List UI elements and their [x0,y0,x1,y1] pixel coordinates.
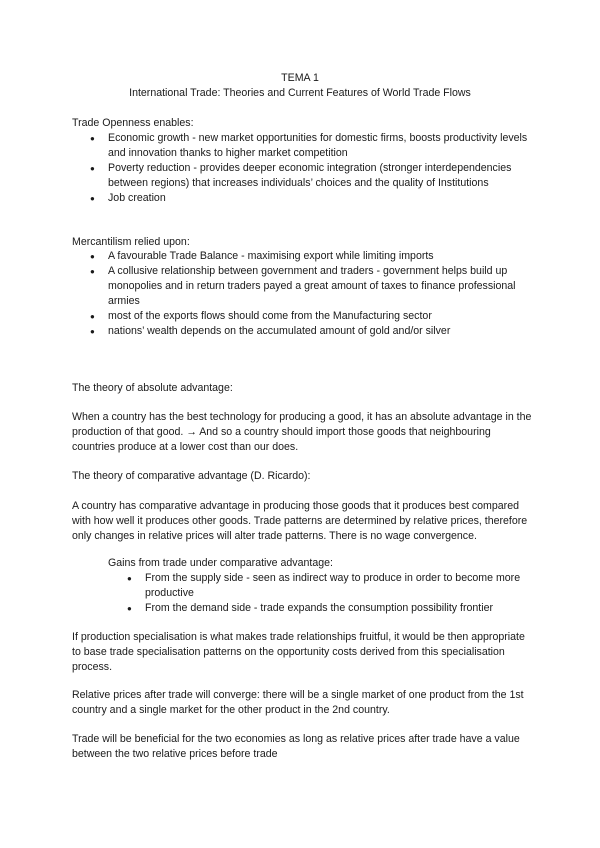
mercantilism-heading: Mercantilism relied upon: [72,236,190,248]
list-item: ● From the supply side - seen as indirect way to produce in order to become more productive [127,571,522,601]
gains-heading: Gains from trade under comparative advantage: [108,557,333,569]
absolute-advantage-text: When a country has the best technology for producing a good, it has an absolute advantage in the production of that good. → And so a country should import those goods that neighbouring countries produce at a lower cost than our does. [72,411,532,453]
page-subtitle: International Trade: Theories and Current Features of World Trade Flows [129,87,471,99]
list-item: ● A favourable Trade Balance - maximising export while limiting imports [90,249,540,264]
absolute-advantage-heading: The theory of absolute advantage: [72,382,233,394]
list-item: ● nations’ wealth depends on the accumulated amount of gold and/or silver [90,324,540,339]
list-item: ● Economic growth - new market opportunities for domestic firms, boosts productivity levels and innovation thanks to higher market competition [90,131,530,161]
trade-openness-list [90,131,530,206]
trade-openness-heading: Trade Openness enables: [72,117,194,129]
comparative-advantage-heading: The theory of comparative advantage (D. Ricardo): [72,470,311,482]
relative-prices-paragraph: Relative prices after trade will converge: there will be a single market of one product from the 1st country and a single market for the other product in the 2nd country. [72,689,524,716]
mercantilism-list [90,249,540,339]
list-item: ● Poverty reduction - provides deeper economic integration (stronger interdependencies between regions) that increases individuals’ choices and the quality of Institutions [90,161,530,191]
beneficial-trade-paragraph: Trade will be beneficial for the two economies as long as relative prices after trade have a value between the two relative prices before trade [72,733,520,760]
gains-list [127,571,522,616]
list-item: ● most of the exports flows should come from the Manufacturing sector [90,309,540,324]
list-item: ● Job creation [90,191,530,206]
comparative-advantage-text: A country has comparative advantage in producing those goods that it produces best compared with how well it produces other goods. Trade patterns are determined by relative prices, therefore only changes in relative prices will alter trade patterns. There is no wage convergence. [72,500,528,542]
page-title: TEMA 1 [281,72,319,84]
list-item: ● A collusive relationship between government and traders - government helps build up monopolies and in return traders payed a great amount of taxes to finance professional armies [90,264,540,309]
specialisation-paragraph: If production specialisation is what makes trade relationships fruitful, it would be then appropriate to base trade specialisation patterns on the opportunity costs derived from this specialisation process. [72,631,525,673]
list-item: ● From the demand side - trade expands the consumption possibility frontier [127,601,522,616]
